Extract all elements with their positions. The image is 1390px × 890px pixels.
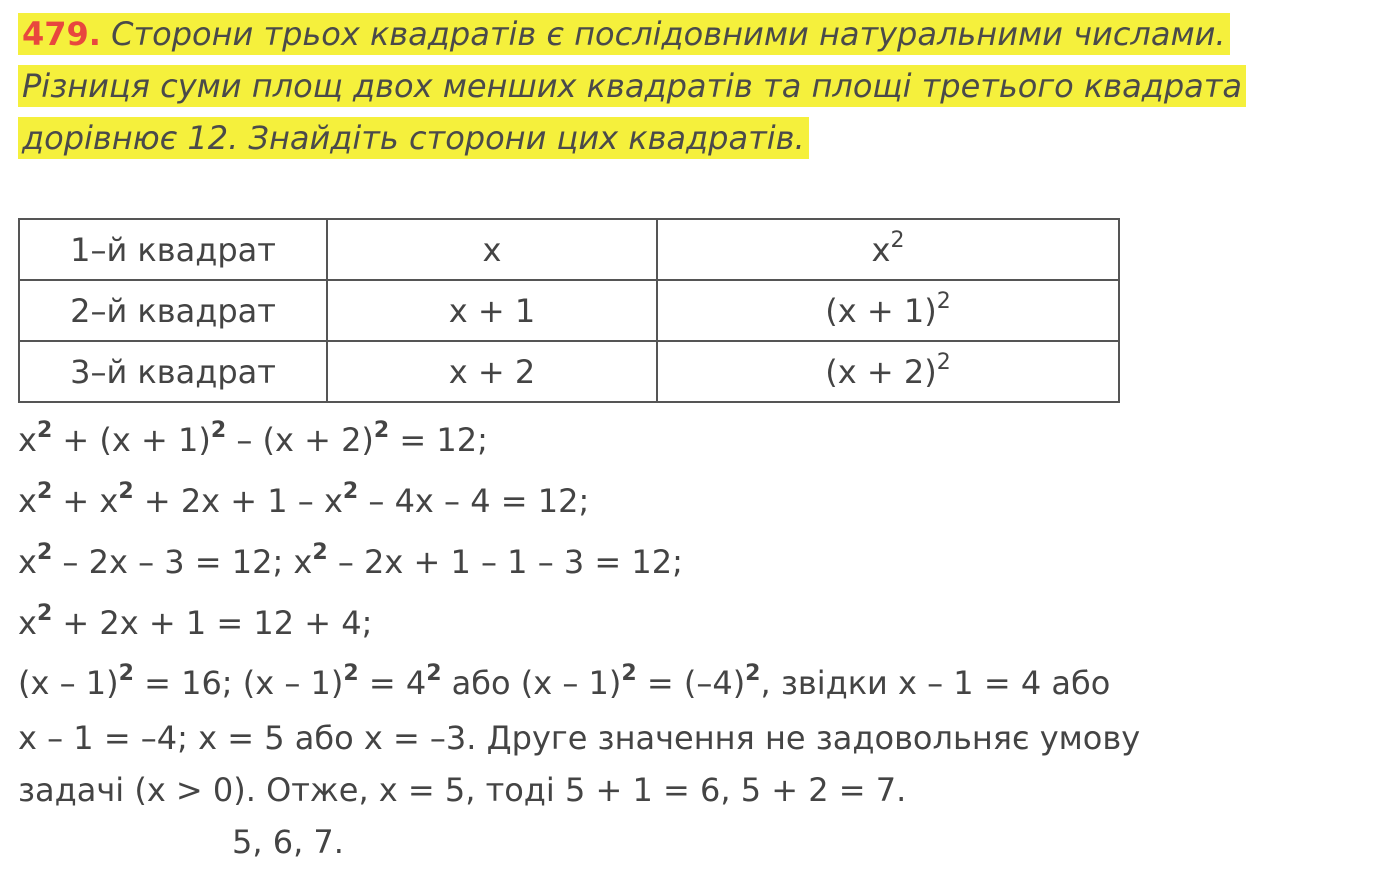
table-row xyxy=(19,341,1119,402)
square-area: $(x + 2)^2$ xyxy=(657,341,1119,402)
square-name: 1–й квадрат xyxy=(19,219,327,280)
solution-line-5: (x – 1)$^2$ = 16; $(x - 1)^2 = 4^2$ або $(x - 1)^2 = (-4)^2$, звідки x – 1 = 4 або xyxy=(18,661,1111,702)
square-area: $(x + 1)^2$ xyxy=(657,280,1119,341)
problem-text: Сторони трьох квадратів є послідовними натуральними числами. Різниця суми площ двох менших квадратів та площі третього квадрата дорівнює 12. Знайдіть сторони цих квадратів. xyxy=(22,15,1242,157)
problem-number: 479. xyxy=(22,15,101,53)
problem-highlight xyxy=(18,13,1246,159)
square-name: 3–й квадрат xyxy=(19,341,327,402)
square-side: x + 2 xyxy=(327,341,657,402)
solution-line-6: x – 1 = –4; x = 5 або x = –3. Друге значення не задовольняє умову xyxy=(18,719,1141,757)
table-row xyxy=(19,219,1119,280)
squares-table xyxy=(18,218,1120,403)
solution-line-7: задачі (x > 0). Отже, x = 5, тоді 5 + 1 = 6, 5 + 2 = 7. xyxy=(18,771,907,809)
square-name: 2–й квадрат xyxy=(19,280,327,341)
square-side: x xyxy=(327,219,657,280)
answer: 5, 6, 7. xyxy=(232,823,344,861)
problem-statement xyxy=(18,8,1338,164)
solution-line-1: $x^2 + (x + 1)^2 - (x + 2)^2 = 12$; xyxy=(18,418,488,459)
solution-line-2: $x^2 + x^2 + 2x + 1 - x^2 - 4x - 4 = 12$; xyxy=(18,479,590,520)
solution-line-3: $x^2 - 2x - 3 = 12$; $x^2 - 2x + 1 - 1 - 3 = 12$; xyxy=(18,540,683,581)
solution-line-4: $x^2 + 2x + 1 = 12 + 4$; xyxy=(18,601,373,642)
square-side: x + 1 xyxy=(327,280,657,341)
square-area: $x^2$ xyxy=(657,219,1119,280)
table-row xyxy=(19,280,1119,341)
